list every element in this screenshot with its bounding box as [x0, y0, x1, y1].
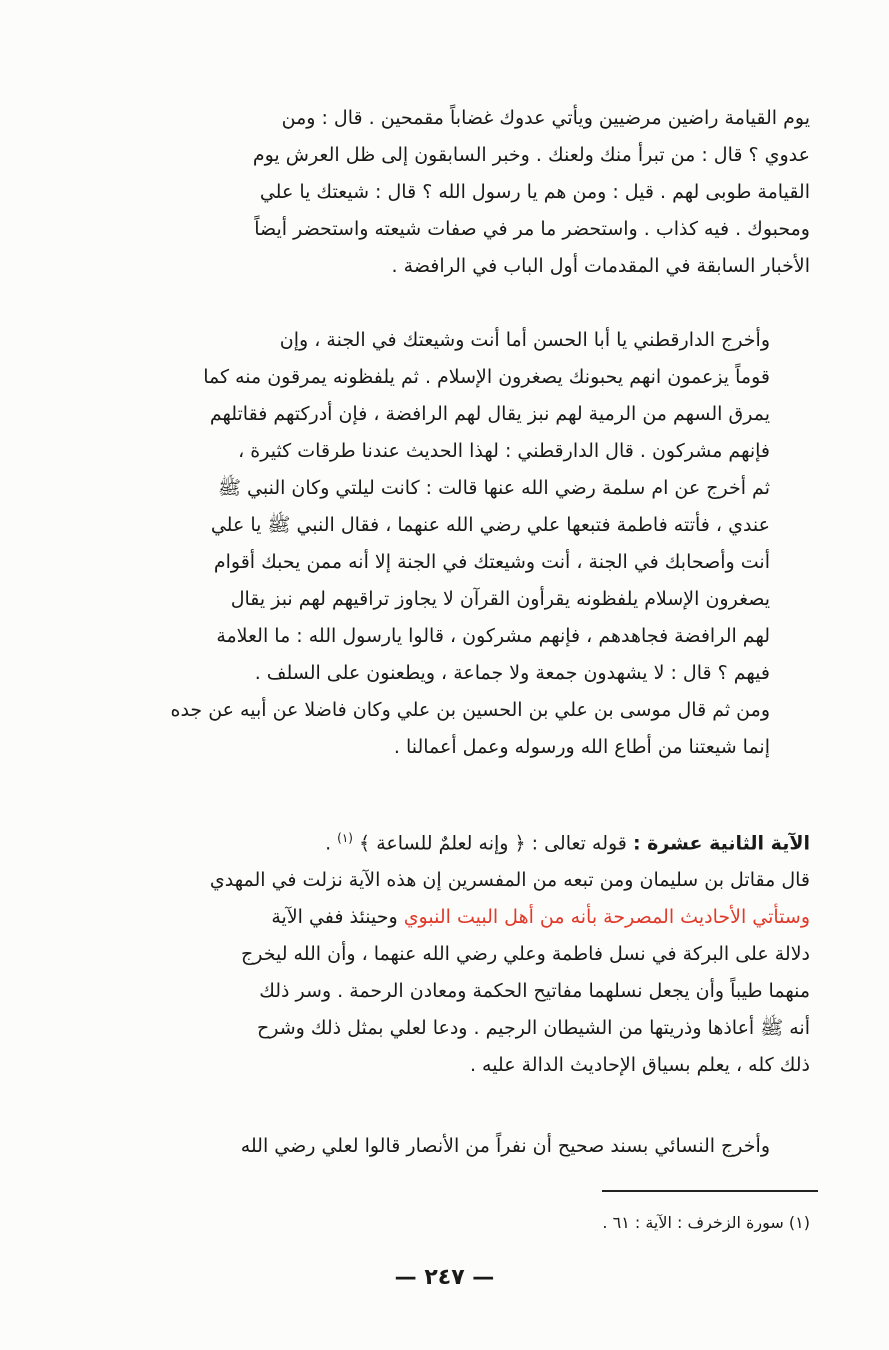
paragraph-4: [158, 1128, 810, 1165]
text-span: وحينئذ ففي الآية: [271, 906, 398, 929]
text-line: لهم الرافضة فجاهدهم ، فإنهم مشركون ، قالوا يارسول الله : ما العلامة: [216, 625, 770, 647]
text-line: فإنهم مشركون . قال الدارقطني : لهذا الحديث عندنا طرقات كثيرة ،: [238, 440, 770, 462]
text-line: قوماً يزعمون انهم يحبونك يصغرون الإسلام . ثم يلفظونه يمرقون منه كما: [203, 366, 770, 388]
paragraph-2: [158, 322, 810, 766]
verse-quote: قوله تعالى : ﴿ وإنه لعلمٌ للساعة ﴾: [359, 832, 627, 855]
text-line: يمرق السهم من الرمية لهم نبز يقال لهم الرافضة ، فإن أدركتهم فقاتلهم: [209, 403, 770, 425]
paragraph-3: [158, 820, 810, 1084]
text-line: القيامة طوبى لهم . قيل : ومن هم يا رسول الله ؟ قال : شيعتك يا علي: [259, 181, 810, 203]
text-line: قال مقاتل بن سليمان ومن تبعه من المفسرين إن هذه الآية نزلت في المهدي: [209, 869, 810, 892]
footnote-marker: (١): [337, 831, 353, 845]
text-line: دلالة على البركة في نسل فاطمة وعلي رضي الله عنهما ، وأن الله ليخرج: [240, 943, 810, 966]
text-line: عندي ، فأتته فاطمة فتبعها علي رضي الله عنهما ، فقال النبي ﷺ يا علي: [210, 514, 770, 536]
verse-heading: الآية الثانية عشرة :: [632, 832, 810, 855]
text-line: ومحبوك . فيه كذاب . واستحضر ما مر في صفات شيعته واستحضر أيضاً: [254, 218, 810, 240]
highlighted-text: وستأتي الأحاديث المصرحة بأنه من أهل البيت النبوي: [403, 906, 810, 929]
text-line: أنت وأصحابك في الجنة ، أنت وشيعتك في الجنة إلا أنه ممن يحبك أقوام: [213, 551, 770, 573]
footnote-divider: [602, 1190, 818, 1192]
text-line: ومن ثم قال موسى بن علي بن الحسين بن علي وكان فاضلا عن أبيه عن جده: [170, 699, 770, 721]
page-number: — ٢٤٧ —: [394, 1265, 495, 1290]
verse-end: .: [325, 832, 332, 855]
text-line: فيهم ؟ قال : لا يشهدون جمعة ولا جماعة ، ويطعنون على السلف .: [254, 662, 770, 684]
footnote: (١) سورة الزخرف : الآية : ٦١ .: [602, 1213, 810, 1232]
text-line: وأخرج الدارقطني يا أبا الحسن أما أنت وشيعتك في الجنة ، وإن: [279, 329, 770, 351]
paragraph-1: [158, 100, 810, 285]
text-line: أنه ﷺ أعاذها وذريتها من الشيطان الرجيم . ودعا لعلي بمثل ذلك وشرح: [256, 1017, 810, 1040]
text-line: الأخبار السابقة في المقدمات أول الباب في الرافضة .: [391, 255, 810, 277]
text-line: يصغرون الإسلام يلفظونه يقرأون القرآن لا يجاوز تراقيهم لهم نبز يقال: [230, 588, 770, 610]
highlighted-line: [158, 899, 810, 936]
text-line: وأخرج النسائي بسند صحيح أن نفراً من الأنصار قالوا لعلي رضي الله: [240, 1135, 770, 1157]
text-line: عدوي ؟ قال : من تبرأ منك ولعنك . وخبر السابقون إلى ظل العرش يوم: [252, 144, 810, 166]
text-line: إنما شيعتنا من أطاع الله ورسوله وعمل أعمالنا .: [393, 736, 770, 758]
text-line: يوم القيامة راضين مرضيين ويأتي عدوك غضاباً مقمحين . قال : ومن: [281, 107, 810, 129]
verse-heading-line: [158, 820, 810, 862]
text-line: منهما طيباً وأن يجعل نسلهما مفاتيح الحكمة ومعادن الرحمة . وسر ذلك: [259, 980, 810, 1003]
text-line: ثم أخرج عن ام سلمة رضي الله عنها قالت : كانت ليلتي وكان النبي ﷺ: [218, 477, 770, 499]
text-line: ذلك كله ، يعلم بسياق الإحاديث الدالة عليه .: [469, 1054, 810, 1077]
